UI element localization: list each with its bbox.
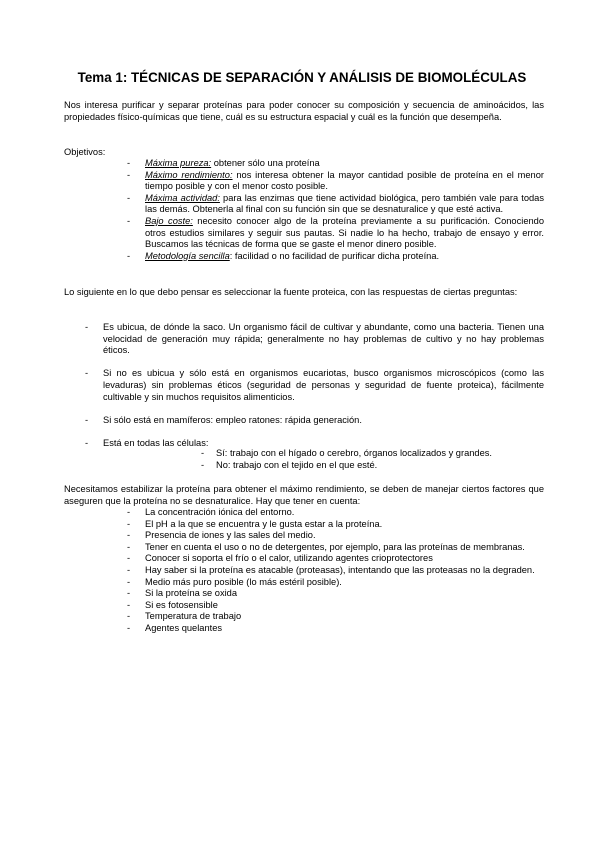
list-item: - Si sólo está en mamíferos: empleo ratones: rápida generación. [103, 415, 544, 427]
objective-term: Metodología sencilla [145, 250, 230, 261]
list-item [145, 193, 544, 216]
objective-text: : facilidad o no facilidad de purificar dicha proteína. [229, 250, 440, 261]
list-item: - Si es fotosensible [145, 600, 544, 612]
list-item: - Medio más puro posible (lo más estéril posible). [145, 577, 544, 589]
list-item: - Tener en cuenta el uso o no de detergentes, por ejemplo, para las proteínas de membranas. [145, 542, 544, 554]
objective-text: para las enzimas que tiene actividad biológica, pero también vale para todas las demás. Obtenerla al final con su función sin que se desnaturalice y que esté activa. [145, 192, 544, 215]
list-item: - Es ubicua, de dónde la saco. Un organismo fácil de cultivar y abundante, como una bacteria. Tienen una velocidad de generación muy rápida; generalmente no hay problemas de cultivo y no hay problemas éticos. [103, 322, 544, 357]
list-item: - El pH a la que se encuentra y le gusta estar a la proteína. [145, 519, 544, 531]
list-item [145, 158, 544, 170]
objectives-list [145, 158, 544, 262]
page-title: Tema 1: TÉCNICAS DE SEPARACIÓN Y ANÁLISIS DE BIOMOLÉCULAS [77, 70, 527, 85]
list-item [145, 251, 544, 263]
objective-term: Bajo coste: [145, 215, 193, 226]
list-item [145, 216, 544, 251]
list-item [145, 170, 544, 193]
list-item: - Agentes quelantes [145, 623, 544, 635]
list-item: - Presencia de iones y las sales del medio. [145, 530, 544, 542]
objectives-label: Objetivos: [64, 147, 106, 157]
intro-paragraph: Nos interesa purificar y separar proteínas para poder conocer su composición y secuencia de aminoácidos, las propiedades físico-químicas que tiene, cuál es su estructura espacial y cuál es la función que desempeña. [64, 100, 544, 122]
source-intro-paragraph: Lo siguiente en lo que debo pensar es seleccionar la fuente proteica, con las respuestas de ciertas preguntas: [64, 287, 518, 297]
list-item: - La concentración iónica del entorno. [145, 507, 544, 519]
stabilize-factors-list [145, 507, 544, 635]
source-questions-list [103, 322, 544, 450]
list-item: - Sí: trabajo con el hígado o cerebro, órganos localizados y grandes. [216, 448, 536, 460]
list-item: - No: trabajo con el tejido en el que esté. [216, 460, 536, 472]
objective-text: necesito conocer algo de la proteína previamente a su purificación. Conociendo otros estudios similares y seguir sus pautas. Si nadie lo ha hecho, trabajo de ensayo y error. Buscamos las técnicas de forma que se gaste el menor dinero posible. [145, 215, 545, 250]
objective-term: Máxima pureza: [145, 158, 212, 168]
objective-text: nos interesa obtener la mayor cantidad posible de proteína en el menor tiempo posible y con el menor costo posible. [145, 169, 544, 192]
stabilize-intro-paragraph: Necesitamos estabilizar la proteína para obtener el máximo rendimiento, se deben de manejar ciertos factores que aseguren que la proteína no se desnaturalice. Hay que tener en cuenta: [64, 484, 544, 506]
list-item: - Temperatura de trabajo [145, 611, 544, 623]
list-item: - Está en todas las células: [103, 438, 544, 450]
list-item: - Si no es ubicua y sólo está en organismos eucariotas, busco organismos microscópicos (como las levaduras) sin problemas éticos (seguridad de personas y seguridad de fuente proteica), fácilmente cultivable y sin muchos requisitos alimenticios. [103, 368, 544, 403]
objective-term: Máxima actividad: [145, 192, 220, 203]
list-item: - Conocer si soporta el frío o el calor, utilizando agentes crioprotectores [145, 553, 544, 565]
cells-sublist [216, 448, 536, 471]
list-item: - Si la proteína se oxida [145, 588, 544, 600]
objective-term: Máximo rendimiento: [145, 169, 233, 180]
list-item: - Hay saber si la proteína es atacable (proteasas), intentando que las proteasas no la degraden. [145, 565, 544, 577]
objective-text: obtener sólo una proteína [211, 158, 320, 168]
